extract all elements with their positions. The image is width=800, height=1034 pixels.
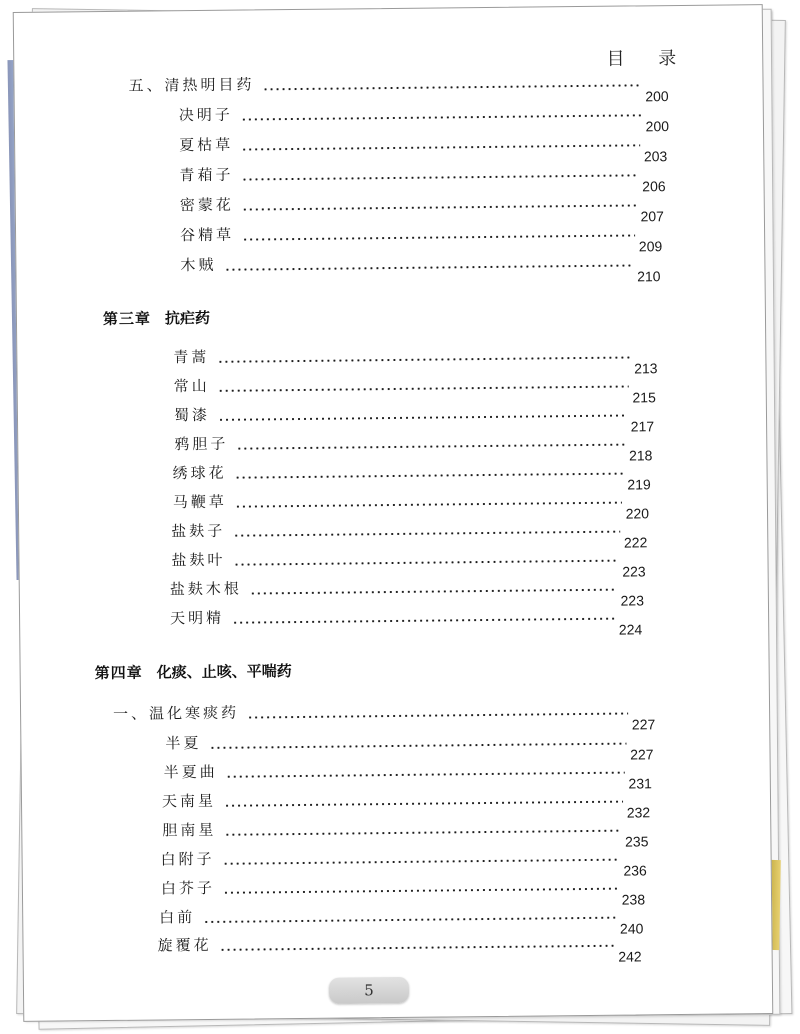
dot-leader [218,415,627,421]
toc-entry[interactable] [173,340,658,377]
toc-entry-title: 一、温化寒痰药 [112,703,240,723]
toc-entry[interactable] [172,485,650,522]
toc-entry-title: 木贼 [180,255,217,275]
toc-entry-title: 决明子 [178,105,233,125]
toc-entry-title: 鸦胆子 [174,434,229,454]
toc-entry-page: 222 [623,534,648,551]
dot-leader [263,84,642,90]
toc-entry-page: 219 [627,476,651,493]
toc-entry-title: 半夏 [165,734,202,753]
dot-leader [223,859,620,865]
dot-leader [235,502,622,508]
toc-entry[interactable] [173,398,655,435]
toc-entry-title: 白附子 [160,849,215,869]
toc-entry-page: 215 [632,389,656,406]
dot-leader [209,743,626,749]
toc-entry[interactable] [180,248,661,285]
chapter-title: 化痰、止咳、平喘药 [156,662,292,682]
toc-entry-page: 203 [643,148,668,165]
toc-entry-title: 白芥子 [160,878,216,898]
toc-entry[interactable] [178,98,670,135]
dot-leader [232,618,615,624]
toc-entry[interactable] [128,68,669,105]
toc-entry-title: 夏枯草 [179,135,234,155]
toc-entry-title: 盐麸子 [171,521,226,541]
dot-leader [220,945,615,951]
toc-entry[interactable] [179,218,663,255]
toc-entry[interactable] [171,543,646,580]
toc-page [13,4,774,1022]
toc-entry-page: 213 [634,360,658,377]
toc-entry-title: 青葙子 [179,165,234,185]
dot-leader [242,174,639,180]
chapter-title: 抗疟药 [164,308,211,328]
toc-entry-title: 白前 [159,908,196,927]
toc-entry[interactable] [179,158,666,195]
toc-entry-page: 207 [640,208,664,225]
dot-leader [235,473,624,479]
toc-entry-title: 胆南星 [162,820,217,840]
toc-entry-title: 盐麸木根 [169,579,242,599]
toc-entry-page: 231 [628,775,652,792]
toc-entry-title: 谷精草 [179,225,235,245]
toc-entry-page: 220 [625,505,650,522]
dot-leader [242,234,635,240]
chapter-number: 第三章 [102,309,152,329]
toc-entry-page: 223 [622,563,646,580]
toc-entry[interactable] [163,755,652,792]
chapter-number: 第四章 [94,663,143,683]
toc-entry[interactable] [173,369,656,406]
toc-entry[interactable] [169,572,645,609]
toc-entry-page: 209 [638,238,663,255]
dot-leader [241,114,642,120]
toc-entry-page: 206 [642,178,666,195]
toc-entry[interactable] [159,900,644,937]
toc-entry[interactable] [165,726,654,763]
toc-entry[interactable] [174,427,653,464]
toc-entry[interactable] [160,871,646,908]
toc-entry[interactable] [171,514,648,551]
toc-entry[interactable] [179,128,668,165]
dot-leader [234,560,619,566]
toc-entry-page: 217 [630,418,655,435]
chapter-heading[interactable] [95,660,292,683]
toc-entry[interactable] [172,456,651,493]
toc-entry-page: 200 [645,88,669,105]
toc-entry-page: 240 [619,920,644,937]
dot-leader [217,357,630,363]
toc-entry-title: 青蒿 [173,347,210,367]
toc-entry[interactable] [112,696,656,733]
toc-entry-title: 常山 [173,376,210,396]
dot-leader [250,589,617,595]
toc-entry-page: 242 [618,948,642,965]
toc-entry-page: 235 [625,833,649,850]
toc-entry-page: 238 [621,891,646,908]
dot-leader [224,801,623,807]
dot-leader [203,917,616,923]
chapter-heading[interactable] [103,307,210,329]
dot-leader [236,444,625,450]
toc-entry-title: 盐麸叶 [171,550,226,570]
toc-entry-title: 天南星 [161,791,217,811]
dot-leader [224,264,633,270]
toc-entry-title: 半夏曲 [163,762,218,782]
toc-entry-title: 五、清热明目药 [128,75,255,95]
dot-leader [241,144,640,150]
toc-entry-page: 236 [623,862,647,879]
toc-entry-page: 200 [645,118,670,135]
toc-entry-page: 227 [630,746,654,763]
dot-leader [223,888,618,894]
toc-entry-page: 223 [620,592,645,609]
dot-leader [233,531,620,537]
running-head: 目 录 [606,47,691,70]
toc-entry[interactable] [179,188,664,225]
toc-entry-title: 绣球花 [172,463,227,483]
toc-entry-page: 227 [631,716,656,733]
dot-leader [242,204,637,210]
toc-entry-page: 218 [628,447,653,464]
toc-entry-title: 密蒙花 [179,195,234,215]
dot-leader [226,772,625,778]
toc-entry[interactable] [169,601,643,638]
page-number: 5 [329,977,409,1004]
toc-entry-title: 马鞭草 [172,492,227,512]
toc-entry-page: 210 [637,268,661,285]
toc-entry-title: 天明精 [169,608,225,628]
dot-leader [247,713,628,719]
toc-entry[interactable] [162,813,649,850]
toc-entry-title: 蜀漆 [173,405,211,425]
toc-entry[interactable] [161,784,651,821]
dot-leader [218,386,629,392]
dot-leader [224,830,621,836]
toc-entry[interactable] [157,928,642,965]
toc-entry-page: 232 [626,804,651,821]
toc-entry[interactable] [160,842,647,879]
toc-entry-page: 224 [618,621,643,638]
toc-entry-title: 旋覆花 [157,935,212,955]
